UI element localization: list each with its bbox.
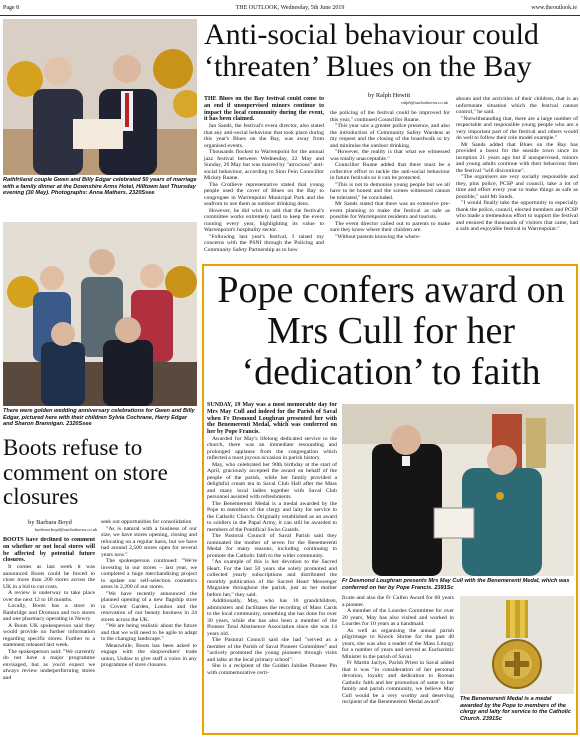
antisocial-paragraph: "Without parents knowing the where- — [335, 233, 421, 240]
paper-dateline: THE OUTLOOK, Wednesday, 5th June 2019 — [235, 5, 345, 11]
pope-paragraph: She is a recipient of the Golden Jubilee Pioneer Pin with commemorative certi- — [207, 663, 337, 676]
boots-byline-name: by Barbara Boyd — [28, 519, 72, 526]
antisocial-paragraph: "This is not to demonise young people but we all have to be honest and the scenes witnessed cannot be tolerated," he concluded. — [330, 181, 450, 201]
benemerenti-medal-caption: The Benemerenti Medal is a medal awarded by the Pope to members of the clergy and laity for service to the Catholic Church. 2391Sc — [460, 696, 571, 722]
pope-paragraph: The Pastoral Council said she had "served as a member of the Parish of Saval Pioneer Committee" and "actively promoted the young pioneers through visits and talks at the local primary school". — [207, 637, 337, 663]
antisocial-byline-email: ralph@outlooknews.co.uk — [400, 100, 448, 105]
antisocial-paragraph: The Crotlieve representative stated that young people used the cover of Blues on the Bay to congregate in Warrenpoint Municipal Park and the seafront to use them as outdoor drinking dens. — [204, 181, 324, 208]
pope-paragraph: Awarded for May's lifelong dedicated service to the church, there was an immediate resounding and prolonged applause from the congregation which reflected a most joyous occasion in parish history. — [207, 435, 337, 462]
pope-column-1 — [207, 402, 337, 732]
antisocial-paragraph: Mr Sands added that Blues on the Bay has provided a boost for the seaside town since its inception 21 years ago but if unsupervised, minors and young adults continue with their behaviour then the festival "will discontinue". — [456, 141, 578, 174]
antisocial-paragraph: "I would finally take the opportunity to especially thank the police, council, elected members and PCSP who made a tremendous effort to support the festival and ensured the thousands of visitors that came, had a safe and enjoyable festival in Warrenpoint." — [456, 200, 578, 232]
antisocial-paragraph: "This year saw a greater police presence, and also the introduction of Community Safety Wardens at my request and the closing of the boardwalk to try and minimise the outdoor drinking. — [330, 123, 450, 149]
boots-byline-email: barbara.boyd@outlooknews.co.uk — [34, 527, 97, 532]
anniversary-family-caption: There were golden wedding anniversary celebrations for Gwen and Billy Edgar, pictured here with their children Sylvia Cochrane, Harry Edgar and Sharon Brannigan. 2320Ssee — [3, 408, 195, 428]
page-header — [0, 3, 580, 13]
boots-paragraph: Meanwhile, Boots has been asked to engage with the shopworkers' trade union, Usdaw to give staff a voice in any programme of store closures. — [101, 642, 197, 668]
pope-column-2 — [342, 595, 454, 732]
antisocial-paragraph: THE Blues on the Bay festival could come to an end if unsupervised minors continue to impact the local community during the event, it has been claimed. — [204, 96, 324, 123]
pope-award-caption: Fr Desmond Loughran presents Mrs May Cull with the Benemerenti Medal, which was conferred on her by Pope Francis. 2391Sc — [342, 578, 570, 591]
antisocial-paragraph: "Notwithstanding that, there are a large number of respectable and responsible young people who are a very important part of the festival and others would do well to follow their role model example." — [456, 115, 578, 141]
page-number: Page 8 — [3, 5, 20, 11]
antisocial-headline: Anti-social behaviour could ‘threaten’ Blues on the Bay — [204, 19, 539, 83]
pope-paragraph: "An example of this is her devotion to the Sacred Heart. For the last 50 years she solely promoted and collected yearly subscriptions and distributed the monthly publication of the Sacred Heart Messenger Magazine throughout the parish, just as her mother before her," they said. — [207, 559, 337, 598]
boots-paragraph: The spokesperson said: "We currently do not have a major programme envisaged, but as you'd expect we always review underperforming stores and — [3, 648, 95, 681]
pope-paragraph: The Benemerenti Medal is a medal awarded by the Pope to members of the clergy and laity for service to the Catholic Church. Originally established as an award to soldiers in the Papal Army, it can still be awarded to members of the Pontifical Swiss Guards. — [207, 500, 337, 533]
pope-headline: Pope confers award on Mrs Cull for her ‘dedication’ to faith — [217, 270, 565, 393]
boots-paragraph: Locally, Boots has a store in Banbridge and Dromara and two stores and one pharmacy operating in Newry. — [3, 603, 95, 623]
boots-paragraph: "We have recently announced the planned opening of a new flagship store in Covent Garden, London and the renovation of our beauty business in 24 stores across the UK. — [101, 590, 197, 623]
pope-paragraph: Fr Martin Jaclyn, Parish Priest in Saval added that it was "in consideration of her personal devotion, loyalty and dedication to Roman Catholic faith and her promotion of same to her family and parish community, we believe May Cull would be a very worthy and deserving recipient of the Benemerenti Medal award". — [342, 660, 454, 705]
boots-column-2 — [101, 519, 197, 735]
antisocial-paragraph: "The organisers are very socially responsible and they, plus police, PCSP and council, take a lot of time and effort every year to make things as safe as possible," said Mr Sands. — [456, 174, 578, 200]
boots-byline — [3, 519, 97, 535]
anniversary-couple-caption: Rathfriland couple Gwen and Billy Edgar celebrated 50 years of marriage with a family dinner at the Downshire Arms Hotel, Hilltown last Thursday evening (30 May). Photographs: Anna Mathers. 2320Ssee — [3, 177, 197, 197]
boots-paragraph: A Boots UK spokesperson said they would provide no further information regarding specific stores. Further to a statement released last week. — [3, 622, 95, 649]
boots-paragraph: It comes as last week it was announced Boots could be forced to close more than 200 stores across the UK in a bid to cut costs. — [3, 564, 95, 590]
header-rule — [0, 15, 580, 16]
antisocial-column-2 — [330, 110, 450, 262]
pope-paragraph: Additionally, May, who has 16 grandchildren, administers and facilitates the recording of Mass Cards to the local community, something she has done for over 30 years, while she has also been a member of the Pioneer Total Abstinence Association since she was 14 years old. — [207, 598, 337, 637]
pope-paragraph: A member of the Lourdes Committee for over 20 years, May has also visited and worked in Lourdes for 10 years as a handmaid. — [342, 608, 454, 627]
antisocial-paragraph: Mr Sands stated that there was an extensive pre-event planning to make the festival as safe as possible for Warrenpoint residents and tourists. — [330, 201, 450, 220]
antisocial-byline — [330, 92, 448, 108]
boots-headline: Boots refuse to comment on store closures — [3, 436, 168, 509]
antisocial-byline-name: by Ralph Hewitt — [367, 92, 411, 99]
boots-paragraph: seek out opportunities for consolidation — [101, 519, 192, 525]
boots-paragraph: "We are being realistic about the future and that we will need to be agile to adapt to the changing landscape." — [101, 623, 197, 642]
boots-paragraph: "As is natural with a business of our size, we have stores opening, closing and relocating on a regular basis, but we have had around 2,500 stores open for several years now." — [101, 525, 197, 558]
antisocial-paragraph: However, he did wish to add that the festival's committee works extremely hard to keep the event running every year, highlighting its value to Warrenpoint's hospitality sector. — [204, 207, 324, 234]
pope-paragraph: The Pastoral Council of Saval Parish said they nominated the mother of seven for the Benemerenti Medal for many reasons, including continuing to promote the Catholic faith to the wider community. — [207, 533, 337, 559]
pope-paragraph: SUNDAY, 19 May was a most memorable day for Mrs May Cull and indeed for the Parish of Saval when Fr Desmond Loughran presented her with the Benemerenti Medal, which was conferred on her by Pope Francis. — [207, 402, 337, 436]
boots-column-1 — [3, 537, 95, 735]
antisocial-paragraph: the policing of the festival could be improved for this year," continued Councillor Ruane. — [330, 110, 450, 123]
boots-paragraph: The spokesperson continued: "We're investing in our stores – last year, we completed a huge merchandising project to update our self-selection cosmetics areas in 2,200 of our stores. — [101, 558, 197, 590]
boots-paragraph: A review is underway to take place over the next 12 to 18 months. — [3, 590, 95, 603]
anniversary-family-photo — [3, 222, 197, 406]
antisocial-paragraph: Ian Sands, the festival's event director, also stated that any anti-social behaviour that took place during this year's Blues on the Bay, was away from organised events. — [204, 123, 324, 149]
antisocial-paragraph: The event director called out to parents to make sure they know where their children are. — [330, 220, 450, 233]
antisocial-paragraph: "However, the reality is that what we witnessed was totally unacceptable." — [330, 149, 450, 162]
antisocial-paragraph: "Following last year's festival, I raised my concerns with the PSNI through the Policing and Community Safety Partnership as to how — [204, 233, 324, 253]
antisocial-column-1 — [204, 96, 324, 262]
pope-paragraph: ficate and also the Fr Cullen Award for 60 years a pioneer. — [342, 595, 454, 608]
antisocial-column-3 — [456, 96, 578, 262]
antisocial-paragraph: abouts and the activities of their children, that is an unfortunate situation which the festival cannot control," he said. — [456, 96, 578, 115]
pope-award-photo — [342, 404, 574, 576]
benemerenti-medal-photo — [460, 596, 574, 694]
site-url: www.theoutlook.ie — [531, 5, 577, 11]
antisocial-paragraph: Thousands flocked to Warrenpoint for the annual jazz festival between Wednesday, 22 May and Sunday, 26 May but was marred by "atrocious" anti-social behaviour, according to Sinn Fein Councillor Mickey Ruane. — [204, 149, 324, 182]
boots-paragraph: BOOTS have declined to comment on whether or not local stores will be affected by potential future closures. — [3, 537, 95, 564]
pope-paragraph: May, who celebrated her 90th birthday at the start of April, graciously accepted the award on behalf of the people of the parish, while her family provided a delightful cream tea in Saval Club Hall after the Mass and many local ladies together with Saval Club personnel assisted with refreshments. — [207, 461, 337, 501]
anniversary-couple-photo — [3, 19, 197, 175]
antisocial-paragraph: Councillor Ruane added that there must be a collective effort to tackle the anti-social behaviour in future festivals so it can be protected. — [330, 162, 450, 181]
pope-paragraph: As well as organising the annual parish pilgrimage to Knock Shrine for the past 40 years, she was also a reader of the Mass Liturgy for a number of years and served as Eucharistic Minister in the parish of Saval. — [342, 627, 454, 660]
